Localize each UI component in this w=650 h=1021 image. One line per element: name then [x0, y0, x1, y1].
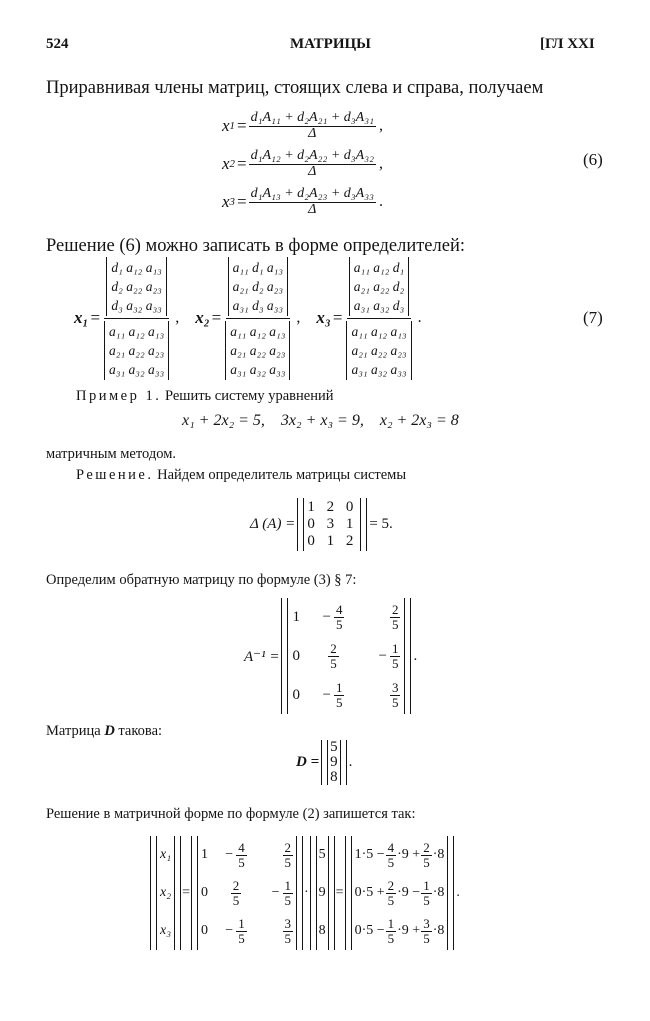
eq6-lhs-sub: 2 — [229, 158, 235, 170]
result-num: 1 — [423, 877, 430, 893]
matrix-d — [321, 740, 347, 785]
example-method: матричным методом. — [46, 446, 176, 462]
result-term: ·9 − — [397, 885, 421, 900]
inverse-matrix — [281, 598, 411, 714]
inverse-intro: Определим обратную матрицу по формуле (3) § 7: — [46, 572, 357, 588]
eq6-tail: , — [378, 117, 383, 134]
result-term: 0·5 − — [354, 923, 385, 938]
det-row: a₃₁ d₃ a₃₃ — [232, 297, 284, 313]
det-row: a₁₁ d₁ a₁₃ — [232, 259, 284, 275]
equation-number-6: (6) — [583, 150, 603, 169]
det-a-lhs: Δ (A) = — [250, 516, 296, 532]
inverse-lhs: A⁻¹ = — [244, 648, 280, 665]
result-term: ·8 — [432, 847, 445, 862]
chapter-ref: [ГЛ XXI — [540, 36, 595, 52]
inv-den: 5 — [335, 694, 343, 710]
example-system: x₁ + 2x₂ = 5, 3x₂ + x₃ = 9, x₂ + 2x₃ = 8 — [182, 412, 459, 429]
eq6-lhs-sub: 3 — [229, 196, 235, 208]
eq6-numerator: d₁A₁₁ + d₂A₂₁ + d₃A₃₁ — [250, 109, 374, 125]
det-row: a₁₁ a₁₂ a₁₃ — [109, 323, 165, 339]
det-row: a₂₁ a₂₂ a₂₃ — [351, 342, 407, 358]
eq6-fraction — [249, 111, 376, 141]
solution-heading — [76, 467, 406, 484]
running-title: МАТРИЦЫ — [290, 36, 371, 52]
inv-den: 5 — [391, 694, 399, 710]
det-a-value: = 5. — [369, 516, 393, 532]
eq7-x2-num-det — [228, 257, 288, 316]
inv-sign: − — [378, 647, 387, 664]
example-task: Решить систему уравнений — [164, 388, 334, 404]
inv-den: 5 — [238, 854, 245, 870]
inverse-row — [292, 676, 400, 714]
eq6-denominator: Δ — [308, 125, 317, 141]
result-term: ·8 — [432, 923, 445, 938]
inv-cell: 0 — [292, 686, 300, 703]
equation-7: x₁ = d₁ a₁₂ a₁₃ d₂ a₂₂ a₂₃ d₃ a₃₂ a₃₃ a₁₁ a₁₂ a₁₃ a₂₁ a₂₂ a₂₃ a₃₁ a₃₂ a₃₃ , x₂ = a₁₁ d₁ a₁₃ a₂₁ d₂ a₂₃ a₃₁ d₃ a₃₃ a₁₁ a₁₂ a₁₃ a₂₁ a₂₂ a₂₃ a₃₁ a₃₂ a₃₃ , x₃ = a₁₁ a₁₂ d₁ a₂₁ a₂₂ d₂ a₃₁ a₃₂ d₃ a₁₁ a₁₂ a₁₃ a₂₁ a₂₂ a₂₃ a₃₁ a₃₂ a₃₃ . — [74, 258, 422, 378]
inv-num: 4 — [335, 601, 343, 617]
result-den: 5 — [423, 930, 430, 946]
det-a-matrix — [297, 498, 367, 551]
equation-6 — [222, 106, 383, 222]
det-row: a₁₁ a₁₂ a₁₃ — [230, 323, 286, 339]
eq6-lhs-sub: 1 — [229, 120, 235, 132]
inv-cell: 0 — [201, 923, 208, 938]
result-row — [355, 836, 445, 874]
final-d-cell: 9 — [318, 885, 326, 900]
matrix-d-cell: 5 — [330, 739, 338, 755]
final-d-cell: 5 — [318, 847, 326, 862]
matrix-d-pre: Матрица — [46, 723, 101, 739]
eq7-x1: x₁ — [74, 308, 89, 327]
eq6-lhs: x — [222, 154, 230, 173]
det-row: a₁₁ a₁₂ a₁₃ — [351, 323, 407, 339]
det-row: a₃₁ a₃₂ d₃ — [353, 297, 405, 313]
det-row: a₁₁ a₁₂ d₁ — [353, 259, 405, 275]
det-row: d₂ a₂₂ a₂₃ — [111, 278, 162, 294]
result-term: 1·5 − — [354, 847, 385, 862]
inv-num: 3 — [284, 915, 291, 931]
solution-text: Найдем определитель матрицы системы — [157, 467, 407, 483]
eq7-x2-den-det — [225, 321, 290, 380]
inv-num: 1 — [238, 915, 245, 931]
eq6-numerator: d₁A₁₃ + d₂A₂₃ + d₃A₃₃ — [250, 185, 374, 201]
example-label: Пример 1. — [76, 388, 162, 404]
inverse-row — [292, 636, 400, 676]
result-term: ·8 — [432, 885, 445, 900]
inv-num: 3 — [391, 679, 399, 695]
eq6-fraction — [249, 187, 376, 217]
inv-den: 5 — [284, 930, 291, 946]
result-num: 2 — [423, 839, 430, 855]
eq6-denominator: Δ — [308, 163, 317, 179]
inv-num: 2 — [391, 601, 399, 617]
inv-num: 2 — [284, 839, 291, 855]
det-a-row: 0 1 2 — [307, 533, 358, 549]
eq7-x1-fraction — [102, 257, 171, 380]
inv-den: 5 — [232, 892, 240, 908]
matrix-d-lhs: D = — [296, 754, 320, 770]
result-den: 5 — [387, 854, 395, 870]
eq7-x2: x₂ — [195, 308, 210, 327]
inv-num: 4 — [238, 839, 245, 855]
x-vector-cell: x₂ — [160, 885, 172, 900]
eq6-tail: . — [378, 193, 383, 210]
eq6-line: x 3 = $\frac{\text{d₁A₁₃ + d₂A₂₃ + d₃A₃₃}}{\Delta}$ . — [222, 185, 383, 217]
det-row: a₃₁ a₃₂ a₃₃ — [230, 361, 286, 377]
result-vector — [345, 836, 455, 950]
solution-label: Решение. — [76, 467, 154, 483]
result-term: ·9 + — [397, 847, 421, 862]
result-num: 2 — [387, 877, 395, 893]
result-den: 5 — [387, 930, 395, 946]
eq7-x3: x₃ — [316, 308, 331, 327]
det-row: d₁ a₁₂ a₁₃ — [111, 259, 162, 275]
result-den: 5 — [387, 892, 395, 908]
det-row: d₃ a₃₂ a₃₃ — [111, 297, 162, 313]
eq7-x3-num-det — [349, 257, 409, 316]
inverse-row — [292, 598, 400, 636]
final-d-vector — [310, 836, 335, 950]
inv-cell: 0 — [201, 885, 208, 900]
final-d-cell: 8 — [318, 923, 326, 938]
det-intro: Решение (6) можно записать в форме определителей: — [46, 236, 466, 256]
intro-paragraph: Приравнивая члены матриц, стоящих слева и справа, получаем — [46, 78, 544, 98]
eq6-line: x 1 = $\frac{\text{d₁A₁₁ + d₂A₂₁ + d₃A₃₁}}{\Delta}$ , — [222, 109, 383, 141]
det-a-equation — [250, 498, 393, 551]
x-vector-cell: x₁ — [160, 847, 172, 862]
inv-den: 5 — [330, 655, 337, 671]
det-row: a₂₁ a₂₂ a₂₃ — [230, 342, 286, 358]
inv-num: 1 — [335, 679, 343, 695]
matrix-d-cell: 9 — [330, 754, 338, 770]
matrix-d-symbol: D — [104, 723, 115, 739]
eq6-lhs: x — [222, 116, 230, 135]
result-row — [355, 912, 445, 950]
inv-sign: − — [271, 885, 280, 900]
eq6-denominator: Δ — [308, 201, 317, 217]
det-row: a₂₁ a₂₂ a₂₃ — [109, 342, 165, 358]
inverse-equation: A⁻¹ = 1 − $\frac{4}{5}$ $\frac{2}{5}$ 0 $\frac{2}{5}$ − $\frac{1}{5}$ 0 − $\frac{1}{5}$ $\frac{3}{5}$ . — [244, 598, 417, 714]
eq6-fraction — [249, 149, 376, 179]
inv-num: 2 — [330, 640, 337, 656]
eq6-line: x 2 = $\frac{\text{d₁A₁₂ + d₂A₂₂ + d₃A₃₂}}{\Delta}$ , — [222, 147, 383, 179]
inv-sign: − — [225, 923, 234, 938]
result-row — [355, 874, 445, 912]
result-den: 5 — [423, 854, 430, 870]
inv-den: 5 — [335, 616, 343, 632]
det-a-row: 1 2 0 — [307, 499, 358, 515]
det-row: a₂₁ a₂₂ d₂ — [353, 278, 405, 294]
result-den: 5 — [423, 892, 430, 908]
x-vector — [150, 836, 181, 950]
final-inverse-row — [201, 912, 293, 950]
result-term: ·9 + — [397, 923, 421, 938]
det-row: a₃₁ a₃₂ a₃₃ — [109, 361, 165, 377]
final-inverse-row — [201, 874, 293, 912]
inv-den: 5 — [284, 892, 291, 908]
eq6-lhs: x — [222, 192, 230, 211]
eq6-numerator: d₁A₁₂ + d₂A₂₂ + d₃A₃₂ — [250, 147, 374, 163]
result-num: 1 — [387, 915, 395, 931]
inv-num: 2 — [232, 877, 240, 893]
det-row: a₃₁ a₃₂ a₃₃ — [351, 361, 407, 377]
matrix-d-equation: D = 5 9 8 . — [296, 739, 353, 785]
inv-num: 1 — [284, 877, 291, 893]
det-a-row: 0 3 1 — [307, 516, 358, 532]
matrix-d-cell: 8 — [330, 769, 338, 785]
example-heading — [76, 388, 334, 405]
inv-sign: − — [322, 686, 331, 703]
final-inverse-row — [201, 836, 293, 874]
inv-sign: − — [322, 608, 331, 625]
inv-cell: 0 — [292, 647, 300, 664]
final-equation: x₁ x₂ x₃ = 1 − $\frac{4}{5}$ $\frac{2}{5}$ 0 $\frac{2}{5}$ − $\frac{1}{5}$ 0 − $\frac{1}{5}$ $\frac{3}{5}$ · 5 9 8 = 1·5 − $\frac{4}{5}$ ·9 + $\frac{2}{5}$ ·8 0·5 + $\frac{2}{5}$ ·9 − $\frac{1}{5}$ ·8 0·5 − $\frac{1}{5}$ ·9 + $\frac{3}{5}$ ·8 . — [150, 836, 460, 950]
final-intro: Решение в матричной форме по формуле (2) запишется так: — [46, 806, 416, 822]
x-vector-cell: x₃ — [160, 923, 172, 938]
page-number: 524 — [46, 36, 69, 52]
det-row: a₂₁ d₂ a₂₃ — [232, 278, 284, 294]
matrix-d-intro — [46, 723, 162, 740]
eq7-x2-fraction — [223, 257, 292, 380]
inv-num: 1 — [391, 640, 399, 656]
inv-den: 5 — [284, 854, 291, 870]
inv-sign: − — [225, 847, 234, 862]
inv-den: 5 — [391, 616, 399, 632]
inv-den: 5 — [391, 655, 399, 671]
result-num: 4 — [387, 839, 395, 855]
final-inverse-matrix — [191, 836, 303, 950]
result-term: 0·5 + — [354, 885, 385, 900]
eq7-x3-fraction — [344, 257, 413, 380]
inv-cell: 1 — [201, 847, 208, 862]
equation-number-7: (7) — [583, 308, 603, 327]
eq7-x1-num-det — [106, 257, 166, 316]
eq7-x1-den-det — [104, 321, 169, 380]
inv-den: 5 — [238, 930, 245, 946]
matrix-d-post: такова: — [118, 723, 163, 739]
result-num: 3 — [423, 915, 430, 931]
eq7-x3-den-det — [346, 321, 411, 380]
inv-cell: 1 — [292, 608, 300, 625]
eq6-tail: , — [378, 155, 383, 172]
